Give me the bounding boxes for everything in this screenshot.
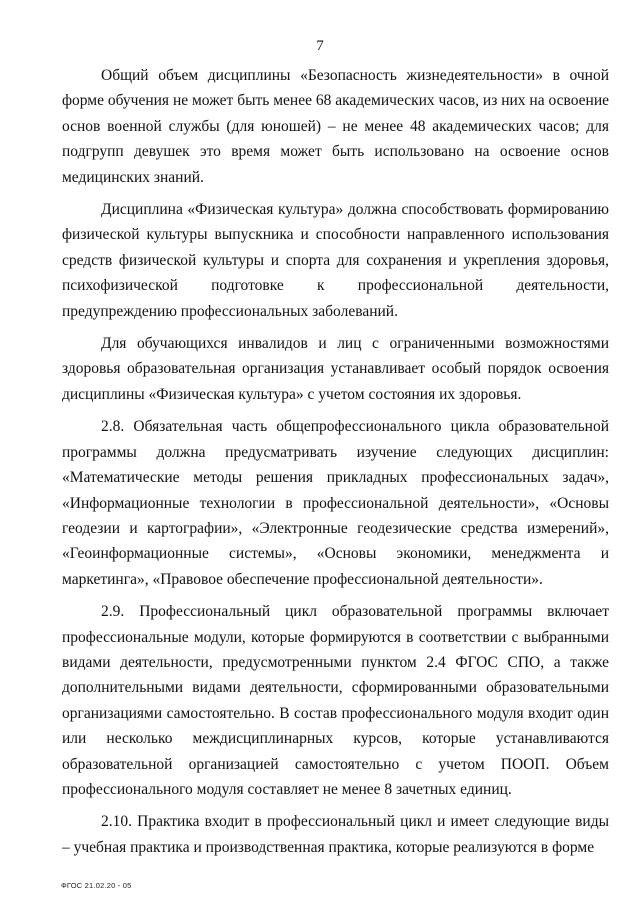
document-body: [62, 63, 609, 864]
footer-document-code: ФГОС 21.02.20 - 05: [61, 881, 132, 890]
paragraph-bzhd-volume: Общий объем дисциплины «Безопасность жизнедеятельности» в очной форме обучения не может быть менее 68 академических часов, из них на освоение основ военной службы (для юношей) – не менее 48 академических часов; для подгрупп девушек это время может быть использовано на освоение основ медицинских знаний.: [62, 67, 609, 186]
paragraph-2-10: 2.10. Практика входит в профессиональный цикл и имеет следующие виды – учебная практика и производственная практика, которые реализуются в форме: [62, 813, 609, 856]
paragraph-2-9: 2.9. Профессиональный цикл образовательной программы включает профессиональные модули, которые формируются в соответствии с выбранными видами деятельности, предусмотренными пунктом 2.4 ФГОС СПО, а также дополнительными видами деятельности, сформированными образовательными организациями самостоятельно. В состав профессионального модуля входит один или несколько междисциплинарных курсов, которые устанавливаются образовательной организацией самостоятельно с учетом ПООП. Объем профессионального модуля составляет не менее 8 зачетных единиц.: [62, 603, 609, 798]
paragraph-disabled-students: Для обучающихся инвалидов и лиц с ограниченными возможностями здоровья образовательная организация устанавливает особый порядок освоения дисциплины «Физическая культура» с учетом состояния их здоровья.: [62, 335, 609, 403]
paragraph-2-8: 2.8. Обязательная часть общепрофессионального цикла образовательной программы должна предусматривать изучение следующих дисциплин: «Математические методы решения прикладных профессиональных задач», «Информационные технологии в профессиональной деятельности», «Основы геодезии и картографии», «Электронные геодезические средства измерений», «Геоинформационные системы», «Основы экономики, менеджмента и маркетинга», «Правовое обеспечение профессиональной деятельности».: [62, 418, 609, 588]
page-number: 7: [316, 38, 324, 54]
paragraph-physical-culture: Дисциплина «Физическая культура» должна способствовать формированию физической культуры выпускника и способности направленного использования средств физической культуры и спорта для сохранения и укрепления здоровья, психофизической подготовке к профессиональной деятельности, предупреждению профессиональных заболеваний.: [62, 201, 609, 320]
